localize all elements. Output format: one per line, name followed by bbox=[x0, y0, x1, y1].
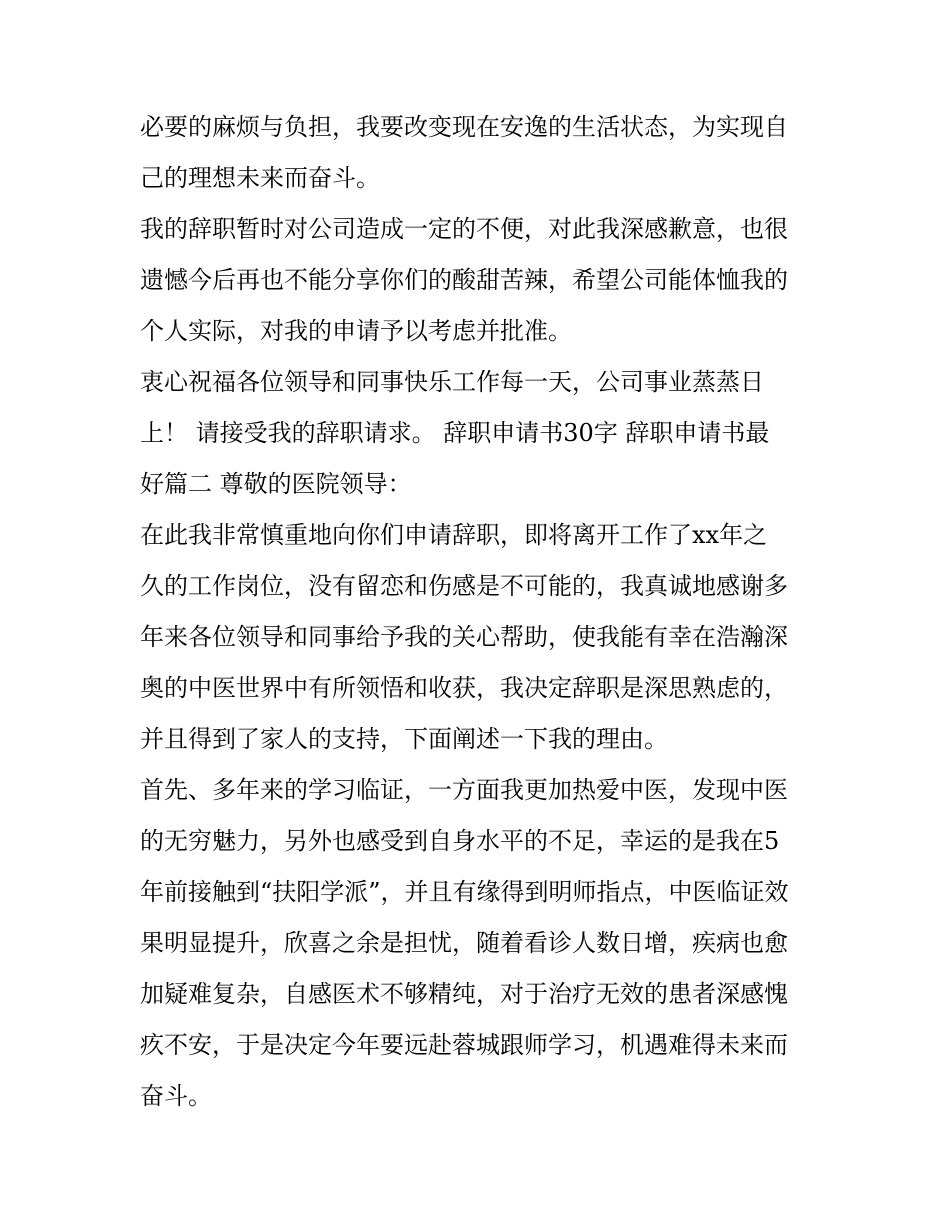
text-line: 奋斗。 bbox=[140, 1082, 212, 1110]
text-line: 年来各位领导和同事给予我的关心帮助，使我能有幸在浩瀚深 bbox=[140, 623, 788, 651]
text-line: 个人实际，对我的申请予以考虑并批准。 bbox=[140, 317, 572, 345]
text-line: 久的工作岗位，没有留恋和伤感是不可能的，我真诚地感谢多 bbox=[140, 572, 788, 600]
text-line: 我的辞职暂时对公司造成一定的不便，对此我深感歉意，也很 bbox=[140, 215, 788, 243]
text-line: 遗憾今后再也不能分享你们的酸甜苦辣，希望公司能体恤我的 bbox=[140, 266, 788, 294]
text-line: 年前接触到“扶阳学派”，并且有缘得到明师指点，中医临证效 bbox=[140, 878, 789, 906]
text-line: 并且得到了家人的支持，下面阐述一下我的理由。 bbox=[140, 725, 668, 753]
text-line: 首先、多年来的学习临证，一方面我更加热爱中医，发现中医 bbox=[140, 776, 788, 804]
text-line: 己的理想未来而奋斗。 bbox=[140, 164, 380, 192]
text-line: 上！ 请接受我的辞职请求。 辞职申请书30字 辞职申请书最 bbox=[140, 419, 770, 447]
text-line: 果明显提升，欣喜之余是担忧，随着看诊人数日增，疾病也愈 bbox=[140, 929, 788, 957]
text-line: 奥的中医世界中有所领悟和收获，我决定辞职是深思熟虑的， bbox=[140, 674, 788, 702]
text-line: 必要的麻烦与负担，我要改变现在安逸的生活状态，为实现自 bbox=[140, 113, 788, 141]
text-line: 的无穷魅力，另外也感受到自身水平的不足，幸运的是我在5 bbox=[140, 827, 780, 855]
text-line: 加疑难复杂，自感医术不够精纯，对于治疗无效的患者深感愧 bbox=[140, 980, 788, 1008]
text-line: 疚不安，于是决定今年要远赴蓉城跟师学习，机遇难得未来而 bbox=[140, 1031, 788, 1059]
text-line: 好篇二 尊敬的医院领导： bbox=[140, 470, 412, 498]
text-line: 在此我非常慎重地向你们申请辞职，即将离开工作了xx年之 bbox=[140, 521, 768, 549]
text-line: 衷心祝福各位领导和同事快乐工作每一天，公司事业蒸蒸日 bbox=[140, 368, 764, 396]
document-body bbox=[140, 102, 815, 1122]
